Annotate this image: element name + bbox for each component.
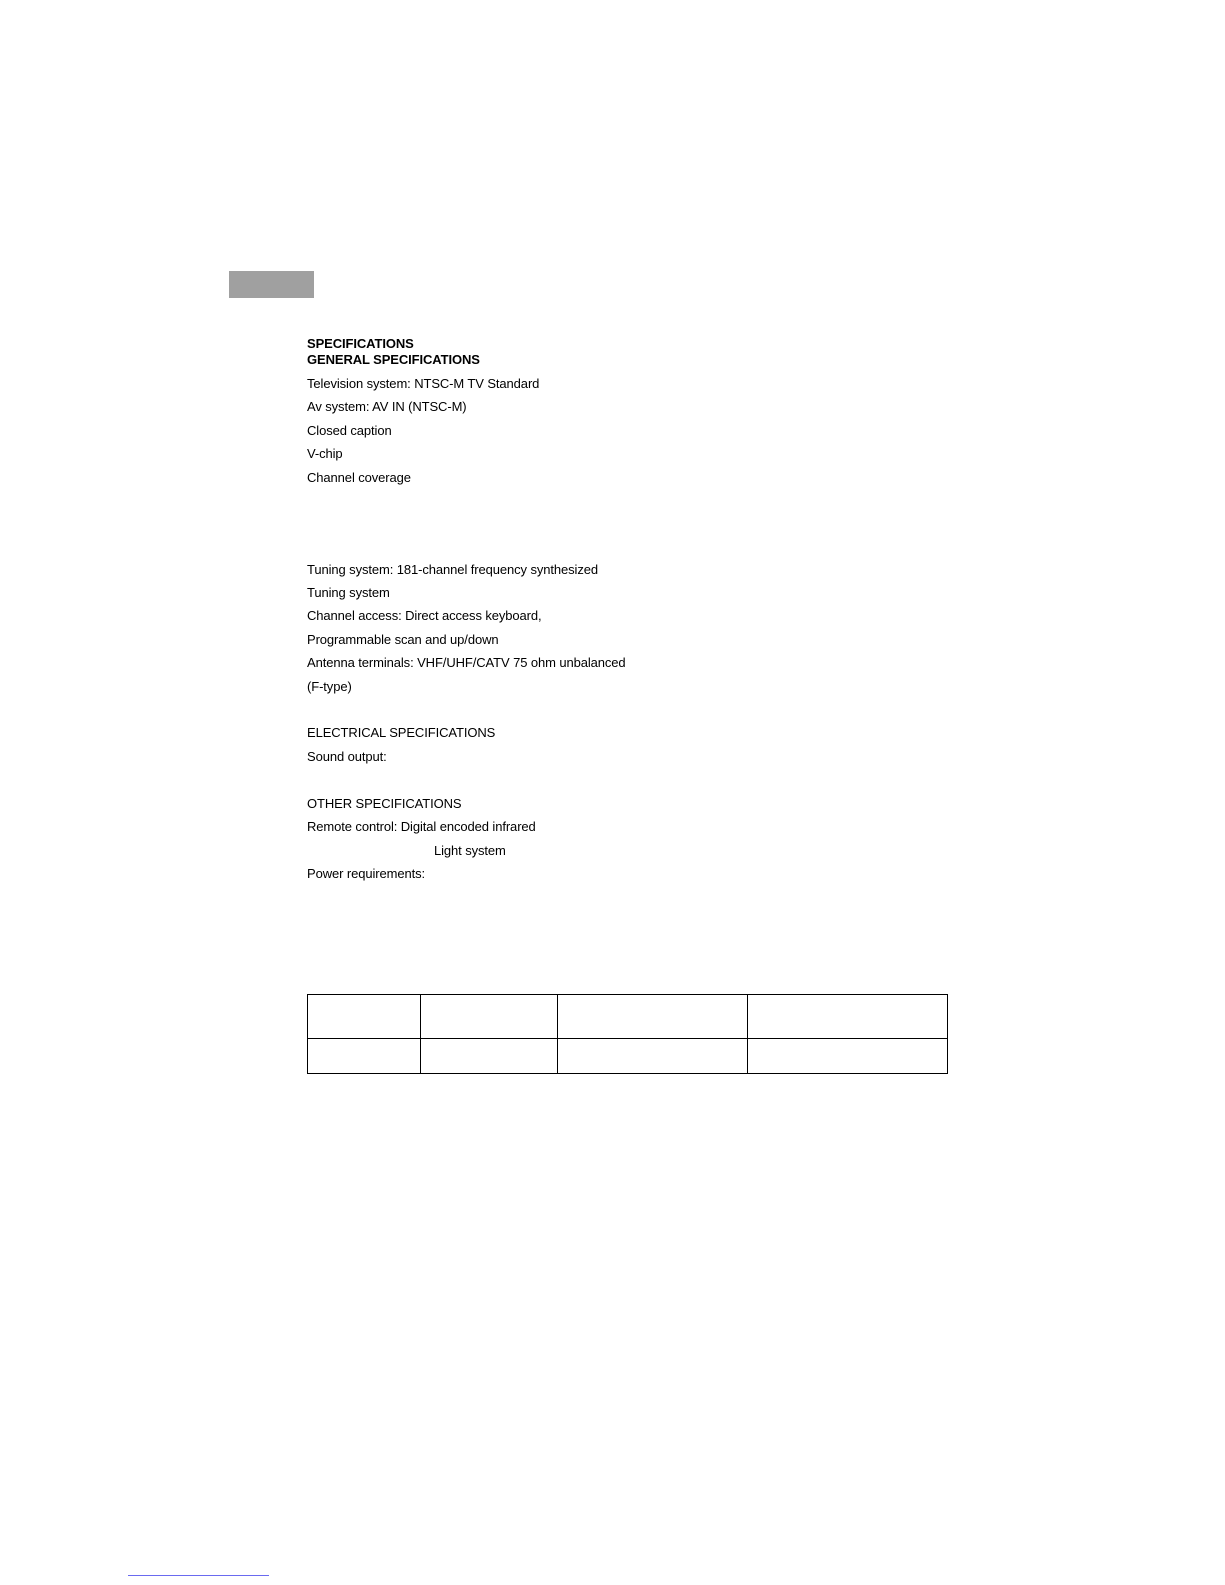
table-cell — [558, 995, 748, 1039]
table-cell — [558, 1039, 748, 1074]
section-tab-marker — [229, 271, 314, 298]
table-cell — [748, 995, 948, 1039]
table-cell — [421, 995, 558, 1039]
table-row — [308, 995, 948, 1039]
table-cell — [421, 1039, 558, 1074]
sound-output-line: Sound output: — [307, 749, 387, 764]
power-requirements-line: Power requirements: — [307, 866, 426, 881]
table-cell — [308, 1039, 421, 1074]
closed-caption-line: Closed caption — [307, 423, 392, 438]
tuning-system-line-1: Tuning system: 181-channel frequency synthesized — [307, 562, 598, 577]
general-specs-heading: GENERAL SPECIFICATIONS — [307, 352, 480, 367]
table-cell — [748, 1039, 948, 1074]
specifications-table — [307, 994, 948, 1074]
page-title: SPECIFICATIONS — [307, 336, 414, 351]
vchip-line: V-chip — [307, 446, 343, 461]
television-system-line: Television system: NTSC-M TV Standard — [307, 376, 540, 391]
antenna-line-2: (F-type) — [307, 679, 352, 694]
footer-rule — [128, 1575, 269, 1576]
table-row — [308, 1039, 948, 1074]
antenna-line-1: Antenna terminals: VHF/UHF/CATV 75 ohm unbalanced — [307, 655, 626, 670]
av-system-line: Av system: AV IN (NTSC-M) — [307, 399, 467, 414]
remote-control-line-1: Remote control: Digital encoded infrared — [307, 819, 536, 834]
remote-control-line-2: Light system — [434, 843, 506, 858]
channel-access-line-1: Channel access: Direct access keyboard, — [307, 608, 542, 623]
channel-access-line-2: Programmable scan and up/down — [307, 632, 499, 647]
electrical-specs-heading: ELECTRICAL SPECIFICATIONS — [307, 725, 496, 740]
other-specs-heading: OTHER SPECIFICATIONS — [307, 796, 462, 811]
table-cell — [308, 995, 421, 1039]
tuning-system-line-2: Tuning system — [307, 585, 390, 600]
channel-coverage-line: Channel coverage — [307, 470, 411, 485]
